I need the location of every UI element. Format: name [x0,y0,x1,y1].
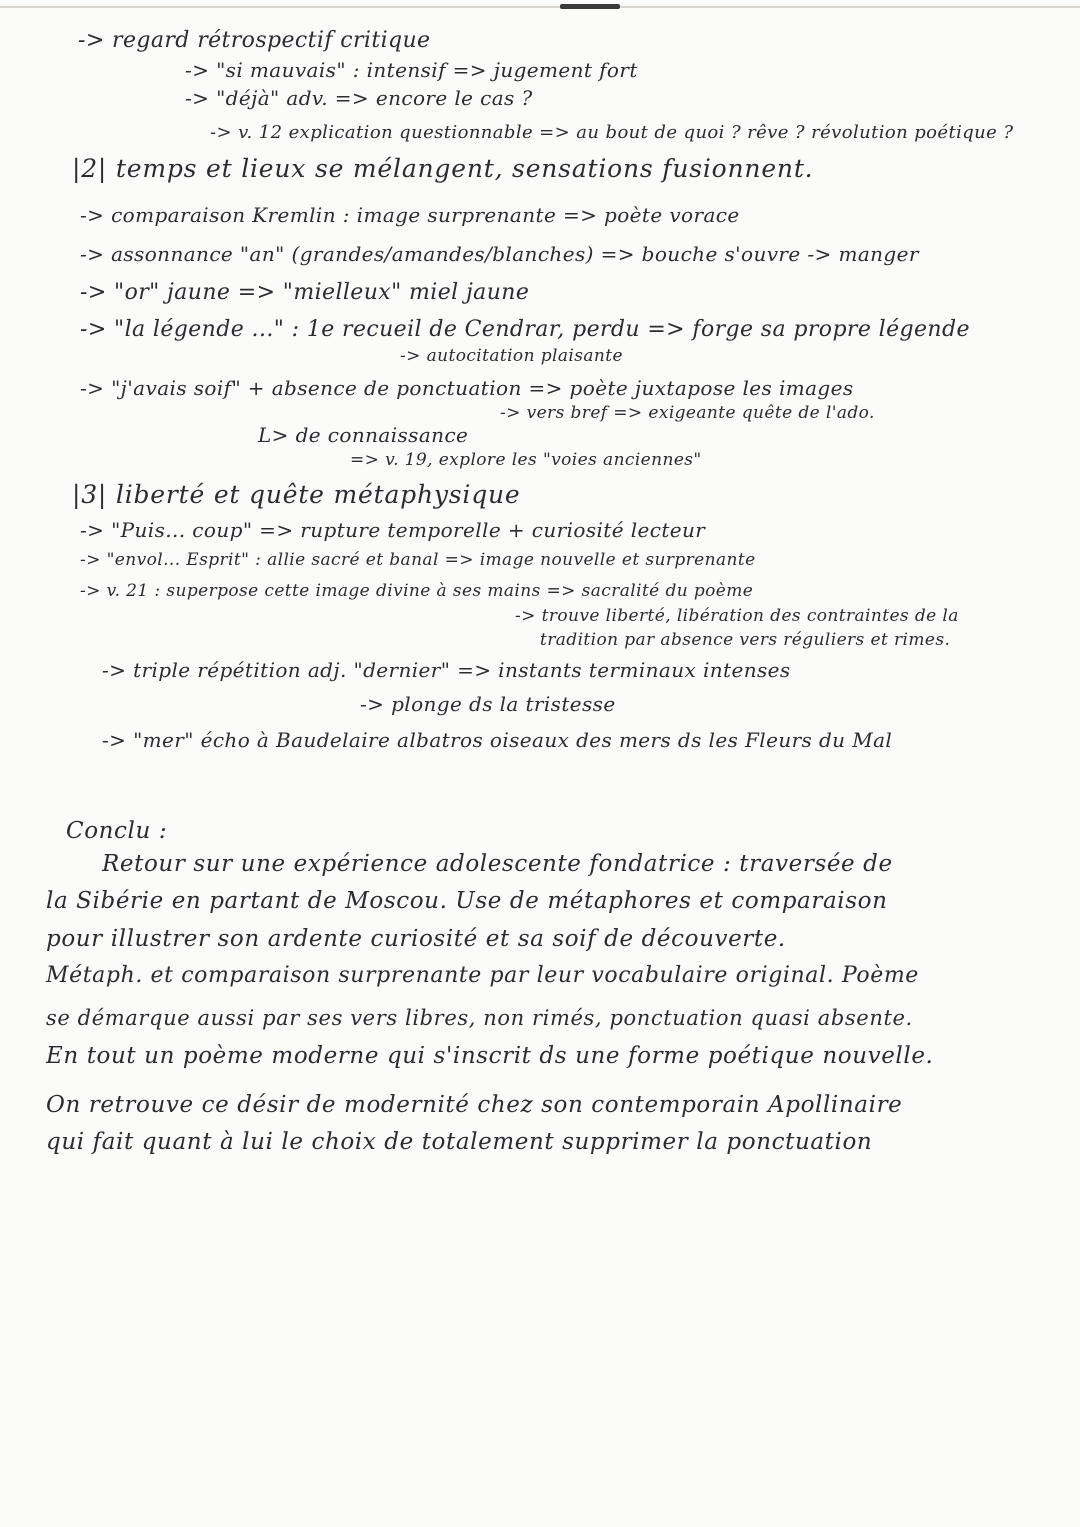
note-line: -> trouve liberté, libération des contraintes de la [515,606,959,626]
note-line: -> triple répétition adj. "dernier" => instants terminaux intenses [102,658,791,682]
conclusion-line: la Sibérie en partant de Moscou. Use de métaphores et comparaison [46,888,888,914]
note-line: -> vers bref => exigeante quête de l'ado. [500,403,875,423]
conclusion-line: pour illustrer son ardente curiosité et sa soif de découverte. [46,926,786,952]
conclusion-line: se démarque aussi par ses vers libres, non rimés, ponctuation quasi absente. [46,1006,913,1030]
note-line: -> "mer" écho à Baudelaire albatros oiseaux des mers ds les Fleurs du Mal [102,728,893,752]
conclusion-line: Métaph. et comparaison surprenante par leur vocabulaire original. Poème [46,963,919,988]
conclusion-line: En tout un poème moderne qui s'inscrit ds une forme poétique nouvelle. [46,1043,934,1069]
conclusion-heading: Conclu : [66,818,168,844]
section-heading: |3| liberté et quête métaphysique [72,480,521,509]
note-line: -> "envol... Esprit" : allie sacré et banal => image nouvelle et surprenante [80,550,756,570]
note-line: -> "j'avais soif" + absence de ponctuation => poète juxtapose les images [80,376,854,400]
note-line: -> "si mauvais" : intensif => jugement fort [185,58,638,82]
note-line: tradition par absence vers réguliers et rimes. [540,630,951,650]
page-top-edge [0,6,1080,8]
section-heading: |2| temps et lieux se mélangent, sensations fusionnent. [72,154,814,183]
note-line: => v. 19, explore les "voies anciennes" [350,450,702,470]
note-line: -> comparaison Kremlin : image surprenante => poète vorace [80,203,740,227]
note-line: -> "déjà" adv. => encore le cas ? [185,86,533,110]
note-line: -> "la légende ..." : 1e recueil de Cendrar, perdu => forge sa propre légende [80,317,970,342]
note-line: -> regard rétrospectif critique [78,28,431,53]
note-line: -> "or" jaune => "mielleux" miel jaune [80,280,530,305]
note-line: L> de connaissance [258,423,469,447]
note-line: -> autocitation plaisante [400,346,623,366]
note-line: -> v. 12 explication questionnable => au bout de quoi ? rêve ? révolution poétique ? [210,122,1014,143]
note-line: -> plonge ds la tristesse [360,692,616,716]
conclusion-line: Retour sur une expérience adolescente fondatrice : traversée de [102,851,893,877]
conclusion-line: On retrouve ce désir de modernité chez son contemporain Apollinaire [46,1092,903,1118]
note-line: -> assonnance "an" (grandes/amandes/blanches) => bouche s'ouvre -> manger [80,242,919,266]
conclusion-line: qui fait quant à lui le choix de totalement supprimer la ponctuation [46,1129,873,1155]
top-edge-mark [560,4,620,9]
note-line: -> "Puis... coup" => rupture temporelle + curiosité lecteur [80,518,706,542]
note-line: -> v. 21 : superpose cette image divine à ses mains => sacralité du poème [80,581,754,601]
